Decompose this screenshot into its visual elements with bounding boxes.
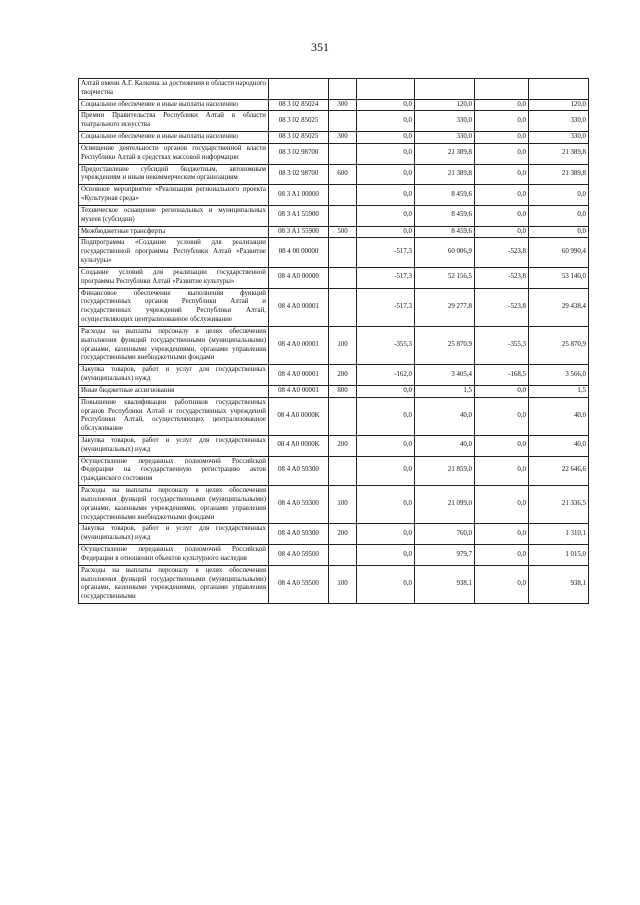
row-change-next-cell: 0,0 xyxy=(475,435,529,456)
row-amount-cell: 40,0 xyxy=(415,435,475,456)
row-code-cell xyxy=(269,79,329,100)
table-row xyxy=(79,524,589,545)
row-change-next-cell: 0,0 xyxy=(475,185,529,206)
row-change-cell: 0,0 xyxy=(357,545,415,566)
row-amount-next-cell xyxy=(529,79,589,100)
row-change-next-cell: 0,0 xyxy=(475,99,529,111)
row-amount-next-cell: 40,0 xyxy=(529,435,589,456)
row-change-cell: 0,0 xyxy=(357,99,415,111)
row-change-cell: 0,0 xyxy=(357,486,415,524)
row-amount-next-cell: 1,5 xyxy=(529,385,589,397)
row-expense-type-cell xyxy=(329,185,357,206)
row-change-cell: 0,0 xyxy=(357,143,415,164)
table-row xyxy=(79,143,589,164)
row-code-cell: 08 4 A0 00001 xyxy=(269,326,329,364)
row-name-cell: Основное мероприятие «Реализация регионального проекта «Культурная среда» xyxy=(79,185,269,206)
row-expense-type-cell: 800 xyxy=(329,385,357,397)
row-name-cell: Техническое оснащение региональных и муниципальных музеев (субсидии) xyxy=(79,205,269,226)
row-amount-next-cell: 0,0 xyxy=(529,185,589,206)
row-name-cell: Освещение деятельности органов государственной власти Республики Алтай в средствах массовой информации xyxy=(79,143,269,164)
row-amount-cell: 330,0 xyxy=(415,111,475,132)
row-name-cell: Предоставление субсидий бюджетным, автономным учреждениям и иным некоммерческим организациям xyxy=(79,164,269,185)
row-expense-type-cell xyxy=(329,111,357,132)
row-expense-type-cell: 100 xyxy=(329,326,357,364)
row-code-cell: 08 3 02 98700 xyxy=(269,164,329,185)
row-amount-cell: 8 459,6 xyxy=(415,185,475,206)
row-name-cell: Премии Правительства Республики Алтай в области театрального искусства xyxy=(79,111,269,132)
row-code-cell: 08 3 02 85024 xyxy=(269,99,329,111)
row-expense-type-cell xyxy=(329,238,357,267)
table-row xyxy=(79,185,589,206)
row-amount-cell: 21 389,8 xyxy=(415,164,475,185)
table-row xyxy=(79,164,589,185)
row-change-next-cell: 0,0 xyxy=(475,486,529,524)
row-amount-cell: 60 006,9 xyxy=(415,238,475,267)
table-row xyxy=(79,486,589,524)
row-amount-cell: 29 277,8 xyxy=(415,288,475,326)
row-change-cell: -517,3 xyxy=(357,267,415,288)
row-expense-type-cell: 100 xyxy=(329,486,357,524)
row-amount-cell xyxy=(415,79,475,100)
row-change-cell: 0,0 xyxy=(357,435,415,456)
row-name-cell: Финансовое обеспечение выполнения функций государственных органов Республики Алтай и государственных учреждений Республики Алтай, осуществляющих централизованное обслуживание xyxy=(79,288,269,326)
row-expense-type-cell xyxy=(329,143,357,164)
row-expense-type-cell xyxy=(329,288,357,326)
row-change-cell: 0,0 xyxy=(357,205,415,226)
row-name-cell: Подпрограмма «Создание условий для реализации государственной программы Республики Алтай «Развитие культуры» xyxy=(79,238,269,267)
row-amount-next-cell: 1 310,1 xyxy=(529,524,589,545)
row-change-cell: 0,0 xyxy=(357,164,415,185)
table-row xyxy=(79,288,589,326)
row-amount-next-cell: 21 389,8 xyxy=(529,143,589,164)
row-amount-next-cell: 3 566,0 xyxy=(529,365,589,386)
row-change-next-cell: -355,3 xyxy=(475,326,529,364)
row-code-cell: 08 4 A0 59500 xyxy=(269,565,329,603)
budget-table xyxy=(78,78,589,604)
row-amount-next-cell: 21 336,5 xyxy=(529,486,589,524)
table-row xyxy=(79,385,589,397)
row-change-next-cell: 0,0 xyxy=(475,111,529,132)
row-expense-type-cell xyxy=(329,545,357,566)
row-name-cell: Создание условий для реализации государственной программы Республики Алтай «Развитие культуры» xyxy=(79,267,269,288)
row-change-cell: 0,0 xyxy=(357,524,415,545)
row-name-cell: Закупка товаров, работ и услуг для государственных (муниципальных) нужд xyxy=(79,524,269,545)
row-name-cell: Социальное обеспечение и иные выплаты населению xyxy=(79,99,269,111)
row-code-cell: 08 3 A1 55900 xyxy=(269,205,329,226)
row-name-cell: Осуществление переданных полномочий Российской Федерации в отношении объектов культурного наследия xyxy=(79,545,269,566)
table-row xyxy=(79,238,589,267)
row-change-cell: -517,3 xyxy=(357,288,415,326)
row-name-cell: Социальное обеспечение и иные выплаты населению xyxy=(79,132,269,144)
row-code-cell: 08 4 A0 0000K xyxy=(269,397,329,435)
table-row xyxy=(79,267,589,288)
row-change-cell: -162,0 xyxy=(357,365,415,386)
row-change-cell: 0,0 xyxy=(357,456,415,485)
row-code-cell: 08 4 A0 59500 xyxy=(269,545,329,566)
row-code-cell: 08 4 A0 0000K xyxy=(269,435,329,456)
row-amount-next-cell: 0,0 xyxy=(529,226,589,238)
row-amount-cell: 1,5 xyxy=(415,385,475,397)
row-change-next-cell: 0,0 xyxy=(475,143,529,164)
row-expense-type-cell: 200 xyxy=(329,365,357,386)
row-amount-cell: 40,0 xyxy=(415,397,475,435)
row-change-next-cell: 0,0 xyxy=(475,226,529,238)
row-change-next-cell xyxy=(475,79,529,100)
row-name-cell: Иные бюджетные ассигнования xyxy=(79,385,269,397)
row-amount-cell: 52 156,5 xyxy=(415,267,475,288)
row-expense-type-cell: 500 xyxy=(329,226,357,238)
row-code-cell: 08 3 02 98700 xyxy=(269,143,329,164)
row-code-cell: 08 3 A1 55900 xyxy=(269,226,329,238)
row-name-cell: Расходы на выплаты персоналу в целях обеспечения выполнения функций государственными (муниципальными) органами, казенными учреждениями, органами управления государственными внебюджетными фондами xyxy=(79,326,269,364)
row-amount-cell: 760,0 xyxy=(415,524,475,545)
table-row xyxy=(79,79,589,100)
row-amount-next-cell: 29 438,4 xyxy=(529,288,589,326)
row-expense-type-cell: 300 xyxy=(329,99,357,111)
row-code-cell: 08 4 A0 59300 xyxy=(269,456,329,485)
row-amount-cell: 938,1 xyxy=(415,565,475,603)
row-change-next-cell: 0,0 xyxy=(475,524,529,545)
row-change-next-cell: 0,0 xyxy=(475,456,529,485)
row-change-cell: 0,0 xyxy=(357,185,415,206)
row-change-cell xyxy=(357,79,415,100)
row-amount-next-cell: 330,0 xyxy=(529,111,589,132)
row-amount-next-cell: 25 870,9 xyxy=(529,326,589,364)
table-row xyxy=(79,545,589,566)
row-change-next-cell: -523,8 xyxy=(475,288,529,326)
row-expense-type-cell: 600 xyxy=(329,164,357,185)
row-change-cell: 0,0 xyxy=(357,397,415,435)
row-amount-cell: 3 405,4 xyxy=(415,365,475,386)
page-number: 351 xyxy=(311,40,329,54)
row-change-next-cell: 0,0 xyxy=(475,545,529,566)
row-name-cell: Осуществление переданных полномочий Российской Федерации на государственную регистрацию актов гражданского состояния xyxy=(79,456,269,485)
row-change-next-cell: 0,0 xyxy=(475,132,529,144)
row-amount-next-cell: 53 140,0 xyxy=(529,267,589,288)
row-code-cell: 08 4 A0 00000 xyxy=(269,267,329,288)
row-amount-cell: 21 099,0 xyxy=(415,486,475,524)
row-expense-type-cell xyxy=(329,79,357,100)
row-code-cell: 08 4 00 00000 xyxy=(269,238,329,267)
row-amount-cell: 8 459,6 xyxy=(415,205,475,226)
row-code-cell: 08 3 02 85025 xyxy=(269,132,329,144)
row-expense-type-cell xyxy=(329,267,357,288)
row-expense-type-cell: 300 xyxy=(329,132,357,144)
row-change-cell: 0,0 xyxy=(357,385,415,397)
table-row xyxy=(79,565,589,603)
row-amount-next-cell: 938,1 xyxy=(529,565,589,603)
row-expense-type-cell xyxy=(329,456,357,485)
row-amount-next-cell: 330,0 xyxy=(529,132,589,144)
row-expense-type-cell xyxy=(329,397,357,435)
row-change-cell: -517,3 xyxy=(357,238,415,267)
row-name-cell: Закупка товаров, работ и услуг для государственных (муниципальных) нужд xyxy=(79,365,269,386)
row-amount-next-cell: 120,0 xyxy=(529,99,589,111)
row-change-next-cell: 0,0 xyxy=(475,565,529,603)
row-change-cell: 0,0 xyxy=(357,565,415,603)
row-change-next-cell: -523,8 xyxy=(475,267,529,288)
row-code-cell: 08 4 A0 59300 xyxy=(269,524,329,545)
table-row xyxy=(79,397,589,435)
row-amount-cell: 330,0 xyxy=(415,132,475,144)
row-amount-cell: 979,7 xyxy=(415,545,475,566)
table-row xyxy=(79,205,589,226)
row-code-cell: 08 4 A0 00001 xyxy=(269,365,329,386)
row-expense-type-cell: 100 xyxy=(329,565,357,603)
table-row xyxy=(79,111,589,132)
table-row xyxy=(79,435,589,456)
row-amount-cell: 25 870,9 xyxy=(415,326,475,364)
row-amount-next-cell: 21 389,8 xyxy=(529,164,589,185)
row-amount-cell: 21 389,8 xyxy=(415,143,475,164)
table-row xyxy=(79,456,589,485)
table-row xyxy=(79,226,589,238)
row-amount-next-cell: 1 015,0 xyxy=(529,545,589,566)
row-change-next-cell: -168,5 xyxy=(475,365,529,386)
row-amount-cell: 120,0 xyxy=(415,99,475,111)
row-change-next-cell: 0,0 xyxy=(475,164,529,185)
row-change-next-cell: -523,8 xyxy=(475,238,529,267)
row-code-cell: 08 4 A0 59300 xyxy=(269,486,329,524)
row-change-cell: 0,0 xyxy=(357,132,415,144)
row-name-cell: Расходы на выплаты персоналу в целях обеспечения выполнения функций государственными (муниципальными) органами, казенными учреждениями, органами управления государственными xyxy=(79,565,269,603)
table-row xyxy=(79,99,589,111)
row-amount-next-cell: 0,0 xyxy=(529,205,589,226)
row-name-cell: Повышение квалификации работников государственных органов Республики Алтай и государственных учреждений Республики Алтай, осуществляющих централизованное обслуживание xyxy=(79,397,269,435)
row-change-next-cell: 0,0 xyxy=(475,397,529,435)
row-expense-type-cell xyxy=(329,205,357,226)
table-row xyxy=(79,365,589,386)
row-code-cell: 08 4 A0 00001 xyxy=(269,385,329,397)
row-name-cell: Межбюджетные трансферты xyxy=(79,226,269,238)
table-row xyxy=(79,132,589,144)
row-amount-cell: 21 859,0 xyxy=(415,456,475,485)
row-name-cell: Алтай имени А.Г. Калкина за достижения в области народного творчества xyxy=(79,79,269,100)
row-change-next-cell: 0,0 xyxy=(475,385,529,397)
row-amount-next-cell: 22 646,6 xyxy=(529,456,589,485)
row-name-cell: Расходы на выплаты персоналу в целях обеспечения выполнения функций государственными (муниципальными) органами, казенными учреждениями, органами управления государственными внебюджетными фондами xyxy=(79,486,269,524)
row-code-cell: 08 3 02 85025 xyxy=(269,111,329,132)
row-expense-type-cell: 200 xyxy=(329,524,357,545)
row-amount-cell: 8 459,6 xyxy=(415,226,475,238)
row-code-cell: 08 3 A1 00000 xyxy=(269,185,329,206)
row-change-next-cell: 0,0 xyxy=(475,205,529,226)
row-code-cell: 08 4 A0 00001 xyxy=(269,288,329,326)
row-change-cell: -355,3 xyxy=(357,326,415,364)
row-change-cell: 0,0 xyxy=(357,111,415,132)
row-name-cell: Закупка товаров, работ и услуг для государственных (муниципальных) нужд xyxy=(79,435,269,456)
table-row xyxy=(79,326,589,364)
budget-table-body xyxy=(79,79,589,604)
row-amount-next-cell: 40,0 xyxy=(529,397,589,435)
row-change-cell: 0,0 xyxy=(357,226,415,238)
row-expense-type-cell: 200 xyxy=(329,435,357,456)
row-amount-next-cell: 60 990,4 xyxy=(529,238,589,267)
